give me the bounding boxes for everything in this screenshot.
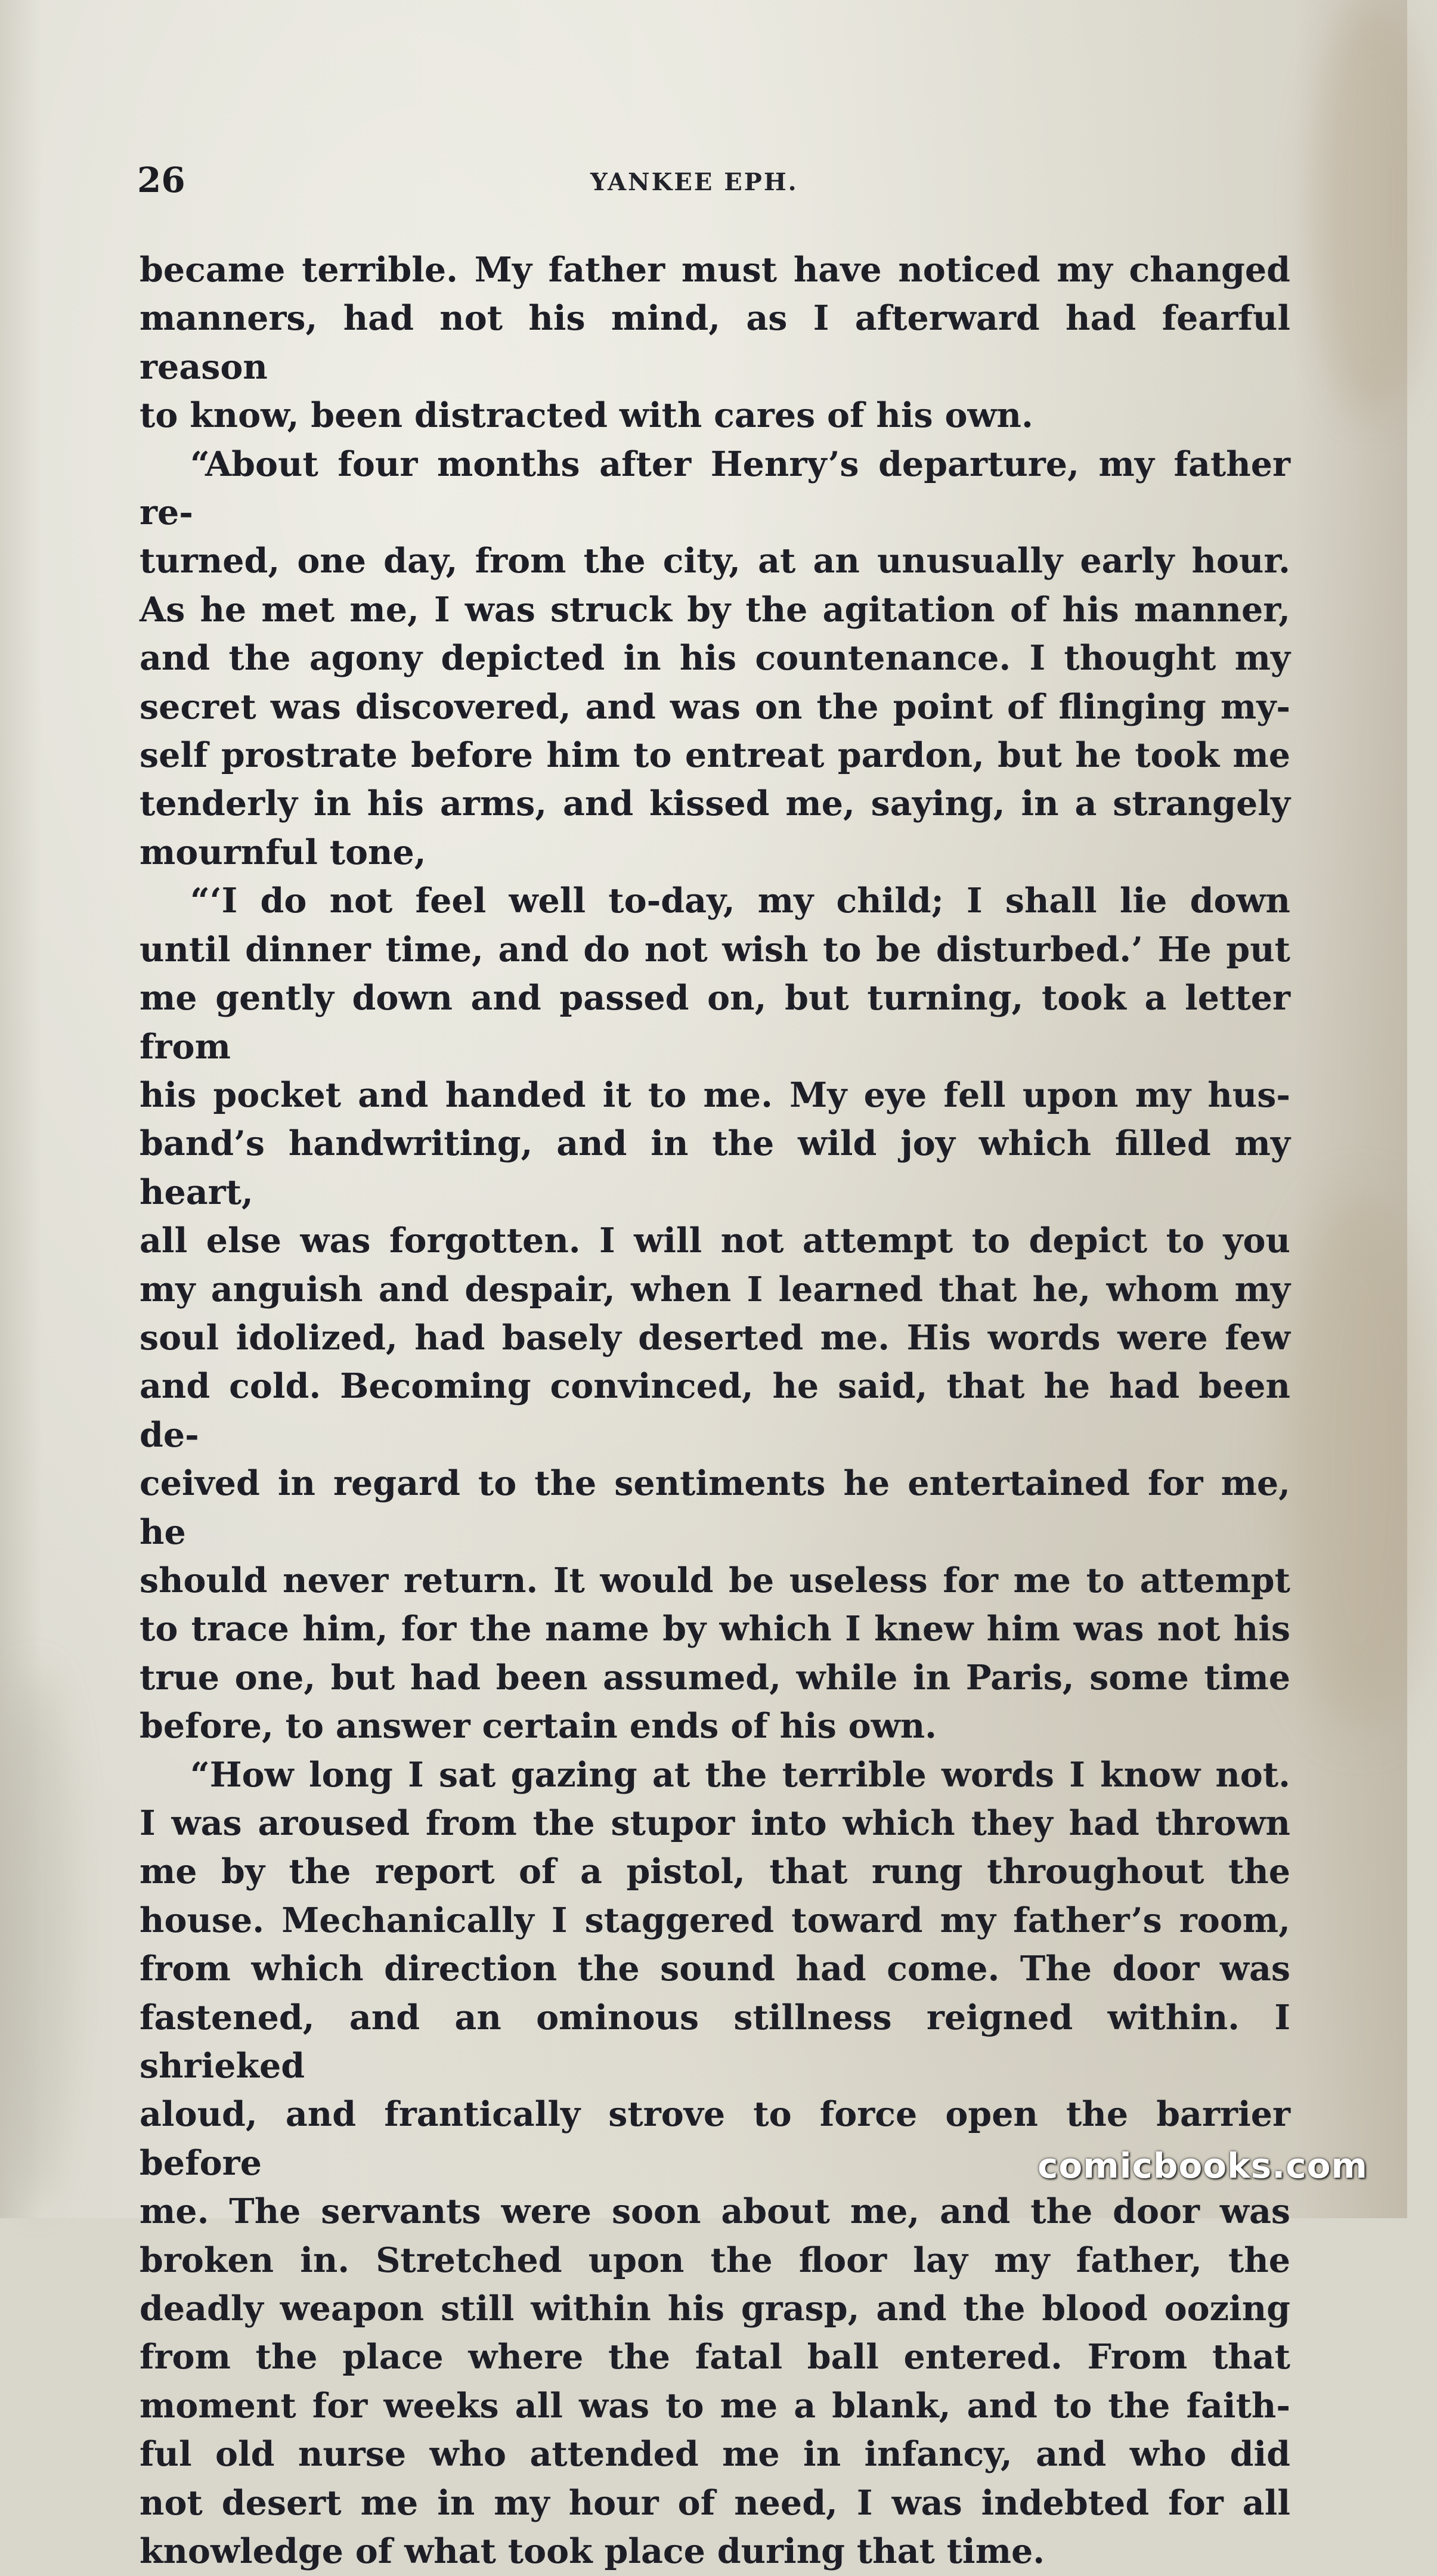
- text-line: not desert me in my hour of need, I was indebted for all: [140, 2482, 1290, 2523]
- text-line: “‘I do not feel well to-day, my child; I shall lie down: [190, 881, 1290, 921]
- body-text: [140, 246, 1290, 2576]
- text-line: me by the report of a pistol, that rung throughout the: [140, 1852, 1290, 1892]
- text-line: tenderly in his arms, and kissed me, saying, in a strangely: [140, 784, 1290, 824]
- text-line: all else was forgotten. I will not attempt to depict to you: [140, 1221, 1290, 1261]
- page-number: 26: [137, 160, 185, 200]
- text-line: me. The servants were soon about me, and the door was: [140, 2191, 1290, 2232]
- running-head: [137, 160, 1294, 213]
- text-line: house. Mechanically I staggered toward my father’s room,: [140, 1900, 1290, 1940]
- text-line: to trace him, for the name by which I knew him was not his: [140, 1609, 1290, 1649]
- text-line: from the place where the fatal ball entered. From that: [140, 2337, 1290, 2377]
- text-line: As he met me, I was struck by the agitation of his manner,: [140, 589, 1290, 630]
- text-line: ceived in regard to the sentiments he entertained for me, he: [140, 1463, 1290, 1552]
- text-line: moment for weeks all was to me a blank, and to the faith-: [140, 2385, 1290, 2426]
- text-line: his pocket and handed it to me. My eye fell upon my hus-: [140, 1075, 1290, 1115]
- text-line: became terrible. My father must have noticed my changed: [140, 250, 1290, 290]
- text-line: “How long I sat gazing at the terrible words I know not.: [190, 1754, 1290, 1795]
- text-line: “About four months after Henry’s departure, my father re-: [140, 444, 1290, 533]
- running-title: YANKEE EPH.: [590, 168, 798, 196]
- watermark: comicbooks.com: [1038, 2145, 1368, 2186]
- text-line: self prostrate before him to entreat pardon, but he took me: [140, 735, 1290, 776]
- text-line: band’s handwriting, and in the wild joy which filled my heart,: [140, 1123, 1290, 1212]
- text-line: turned, one day, from the city, at an unusually early hour.: [140, 541, 1290, 581]
- text-line: from which direction the sound had come. The door was: [140, 1949, 1290, 1989]
- text-line: deadly weapon still within his grasp, and the blood oozing: [140, 2289, 1290, 2329]
- text-line: aloud, and frantically strove to force open the barrier before: [140, 2094, 1290, 2183]
- text-line: my anguish and despair, when I learned that he, whom my: [140, 1269, 1290, 1309]
- text-line: should never return. It would be useless for me to attempt: [140, 1560, 1290, 1600]
- text-line: true one, but had been assumed, while in Paris, some time: [140, 1657, 1290, 1698]
- text-line: broken in. Stretched upon the floor lay my father, the: [140, 2240, 1290, 2280]
- text-line: me gently down and passed on, but turning, took a letter from: [140, 978, 1290, 1067]
- text-line: I was aroused from the stupor into which they had thrown: [140, 1803, 1290, 1843]
- text-line: knowledge of what took place during that time.: [140, 2531, 1045, 2572]
- text-line: soul idolized, had basely deserted me. His words were few: [140, 1317, 1290, 1358]
- paper-stain: [1282, 1193, 1437, 1729]
- text-line: and cold. Becoming convinced, he said, that he had been de-: [140, 1366, 1290, 1455]
- text-line: before, to answer certain ends of his own.: [140, 1706, 937, 1747]
- text-line: manners, had not his mind, as I afterward had fearful reason: [140, 298, 1290, 387]
- text-line: mournful tone,: [140, 832, 426, 872]
- text-line: and the agony depicted in his countenance. I thought my: [140, 638, 1290, 679]
- paper-stain: [0, 1670, 72, 2206]
- text-line: secret was discovered, and was on the point of flinging my-: [140, 686, 1290, 727]
- text-line: to know, been distracted with cares of his own.: [140, 395, 1033, 436]
- text-line: until dinner time, and do not wish to be disturbed.’ He put: [140, 929, 1290, 970]
- text-line: ful old nurse who attended me in infancy, and who did: [140, 2434, 1290, 2475]
- text-line: fastened, and an ominous stillness reigned within. I shrieked: [140, 1997, 1290, 2086]
- paper-stain: [1312, 0, 1431, 417]
